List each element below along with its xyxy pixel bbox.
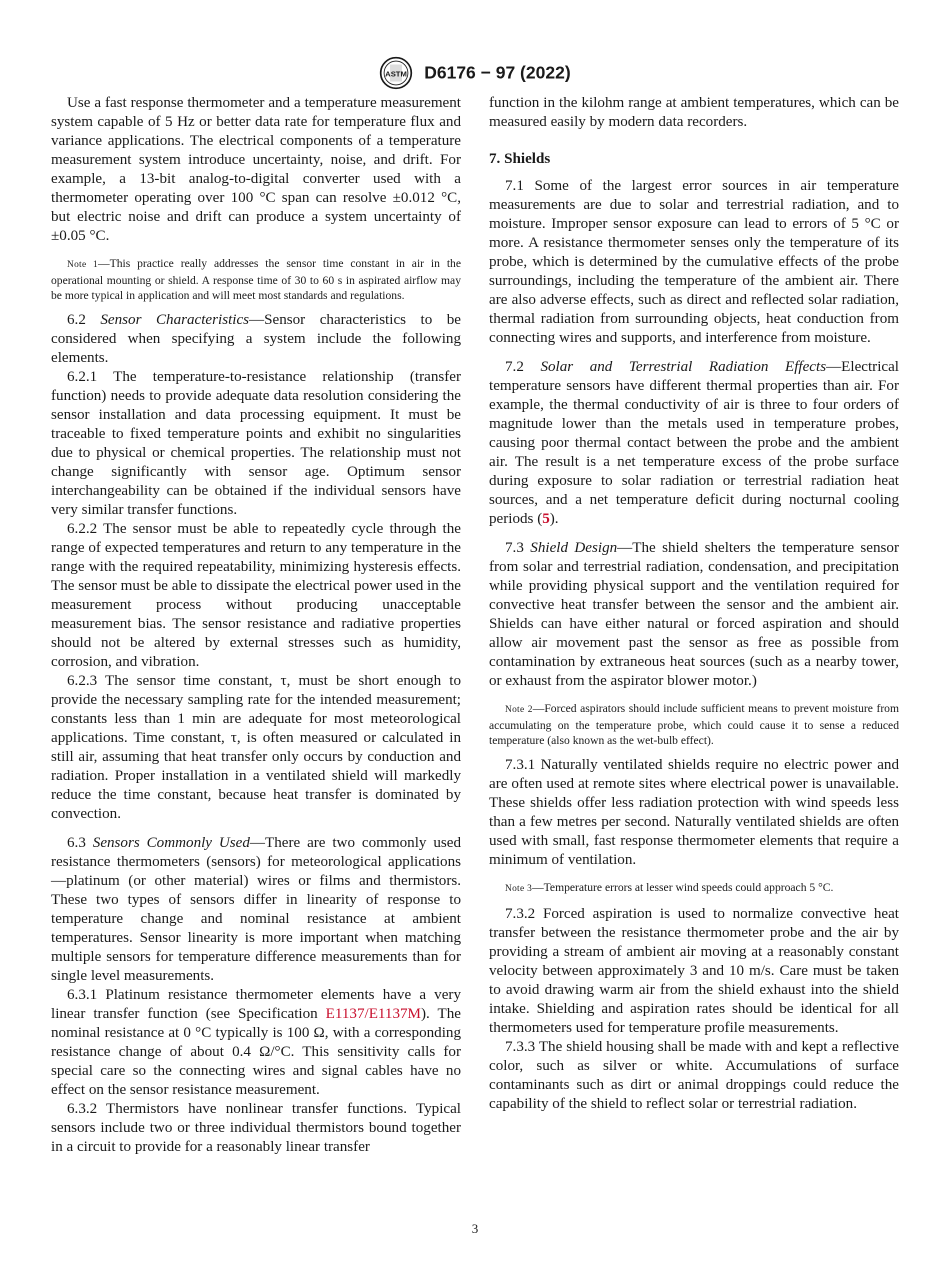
paragraph-7-1: 7.1 Some of the largest error sources in air temperature measurements are due to solar and terrestrial radiation, and to moisture. Improper sensor exposure can lead to errors of 5 °C or more. A resistance thermometer senses only the temperature of its probe, which is determined by the cumulative effects of the probe surroundings, including the temperature of the ambient air. There are also adverse effects, such as direct and reflected solar radiation, thermal radiation from surrounding objects, heat conduction from connecting wires and supports, and interference from moisture. <box>489 178 899 346</box>
paragraph-6-2 <box>51 311 461 368</box>
paragraph-6-2-3: 6.2.3 The sensor time constant, τ, must be short enough to provide the necessary sampling rate for the intended measurement; constants less than 1 min are adequate for most meteorological applications. Time constant, τ, is often measured or calculated in still air, assuming that heat transfer only occurs by conduction and radiation. Proper installation in a ventilated shield will markedly reduce the time constant, because heat transfer is dominated by convection. <box>51 673 461 822</box>
paragraph-7-3 <box>489 539 899 691</box>
section-number: 7.3 <box>505 540 524 556</box>
paragraph-7-3-1: 7.3.1 Naturally ventilated shields require no electric power and are often used at remote sites where electrical power is unavailable. These shields offer less radiation protection with wind speeds less than a few metres per second. Naturally ventilated shields are often used with small, fast response thermometer elements that require a minimum of ventilation. <box>489 757 899 868</box>
note-text: —Temperature errors at lesser wind speeds could approach 5 °C. <box>532 881 834 894</box>
paragraph-intro: Use a fast response thermometer and a temperature measurement system capable of 5 Hz or better data rate for temperature flux and variance applications. The electrical components of a temperature measurement system introduce uncertainty, noise, and drift. For example, a 13-bit analog-to-digital converter used with a thermometer operating over 100 °C span can resolve ±0.012 °C, but electric noise and drift can produce a system uncertainty of ±0.05 °C. <box>51 95 461 244</box>
paragraph-6-3-2: 6.3.2 Thermistors have nonlinear transfer functions. Typical sensors include two or three individual thermistors bound together in a circuit to provide for a reasonably linear transfer <box>51 1101 461 1155</box>
section-7-heading: 7. Shields <box>489 151 551 167</box>
section-text: —There are two commonly used resistance thermometers (sensors) for meteorological applications—platinum (or other material) wires or films and thermistors. These two types of sensors differ in linearity of response to temperature change and nominal resistance at ambient temperatures. Sensor linearity is more important when matching multiple sensors for temperature difference measurements than for single level measurements. <box>51 835 461 984</box>
note-text: —This practice really addresses the sensor time constant in air in the operational mounting or shield. A response time of 30 to 60 s in aspirated airflow may be more typical in application and will meet most standards and regulations. <box>51 257 461 302</box>
note-label: Note 2 <box>505 705 533 715</box>
section-title: Sensor Characteristics <box>100 312 250 328</box>
section-number: 6.3 <box>67 835 86 851</box>
page-number: 3 <box>471 1221 479 1236</box>
note-label: Note 3 <box>505 884 533 894</box>
section-text: —The shield shelters the temperature sensor from solar and terrestrial radiation, condensation, and precipitation while providing physical support and the ventilation required for convective heat transfer between the sensor and the ambient air. Shields can have either natural or forced aspiration and should allow air movement past the sensor as free as possible from contamination by extraneous heat sources (such as a nearby tower, or exhaust from the aspirator blower motor.) <box>489 540 899 689</box>
paragraph-continued: function in the kilohm range at ambient temperatures, which can be measured easily by modern data recorders. <box>489 95 899 130</box>
section-text: —Sensor characteristics to be considered when specifying a system include the following elements. <box>51 312 461 366</box>
section-number: 7.2 <box>505 359 524 375</box>
note-2 <box>489 701 899 748</box>
section-title: Solar and Terrestrial Radiation Effects <box>540 359 827 375</box>
note-label: Note 1 <box>67 260 99 270</box>
paragraph-text: ). The nominal resistance at 0 °C typically is 100 Ω, with a corresponding resistance change of about 0.4 Ω/°C. This sensitivity calls for special care so the connecting wires and signal cables have no effect on the sensor resistance measurement. <box>51 1006 461 1098</box>
document-designation: D6176 − 97 (2022) <box>424 62 571 83</box>
reference-link-5[interactable]: 5 <box>542 511 550 527</box>
paragraph-6-3-1 <box>51 986 461 1100</box>
paragraph-6-2-2: 6.2.2 The sensor must be able to repeatedly cycle through the range of expected temperatures and return to any temperature in the range with the required repeatability, minimizing hysteresis effects. The sensor must be able to dissipate the electrical power used in the measurement process without producing unacceptable measurement bias. The sensor resistance and radiative properties should not be altered by external stresses such as humidity, corrosion, and vibration. <box>51 521 461 670</box>
paragraph-7-2 <box>489 358 899 529</box>
left-column <box>51 94 461 1157</box>
section-title: Sensors Commonly Used <box>92 835 250 851</box>
note-1 <box>51 256 461 303</box>
section-text: ). <box>549 511 559 527</box>
paragraph-7-3-3: 7.3.3 The shield housing shall be made with and kept a reflective color, such as silver or white. Accumulations of surface contaminants such as dirt or animal droppings could reduce the capability of the shield to reflect solar or terrestrial radiation. <box>489 1039 899 1112</box>
paragraph-text: 6.3.1 Platinum resistance thermometer elements have a very linear transfer function (see Specification <box>51 987 461 1022</box>
right-column <box>489 94 899 1114</box>
paragraph-6-3 <box>51 834 461 986</box>
section-number: 6.2 <box>67 312 86 328</box>
section-text: —Electrical temperature sensors have different thermal properties than air. For example, the thermal conductivity of air is three to four orders of magnitude lower than the metals used in temperature probes, causing poor thermal contact between the probe and the ambient air. The result is a net temperature excess of the probe surface during exposure to solar radiation or terrestrial radiation heat sources, and a net temperature deficit during nocturnal cooling periods ( <box>489 359 899 527</box>
section-title: Shield Design <box>530 540 618 556</box>
note-text: —Forced aspirators should include sufficient means to prevent moisture from accumulating on the temperature probe, which could cause it to sense a reduced temperature (also known as the wet-bulb effect). <box>489 702 899 747</box>
paragraph-6-2-1: 6.2.1 The temperature-to-resistance relationship (transfer function) needs to provide adequate data resolution considering the sensor installation and data processing equipment. It must be traceable to fixed temperature points and exhibit no singularities due to physical or chemical properties. The relationship must not change significantly with sensor age. Optimum sensor interchangeability can be obtained if the individual sensors have very similar transfer functions. <box>51 369 461 518</box>
astm-logo-icon <box>379 56 413 90</box>
spec-link-e1137[interactable]: E1137/E1137M <box>325 1006 421 1022</box>
note-3 <box>489 880 899 897</box>
page-header <box>0 56 950 90</box>
paragraph-7-3-2: 7.3.2 Forced aspiration is used to normalize convective heat transfer between the resistance thermometer probe and the air by providing a stream of ambient air moving at a reasonably constant velocity between approximately 3 and 10 m/s. Care must be taken to avoid drawing warm air from the shield exhaust into the shield intake. Shielding and aspiration rates should be identical for all thermometers used for temperature profile measurements. <box>489 906 899 1036</box>
svg-text:ASTM: ASTM <box>385 69 408 79</box>
